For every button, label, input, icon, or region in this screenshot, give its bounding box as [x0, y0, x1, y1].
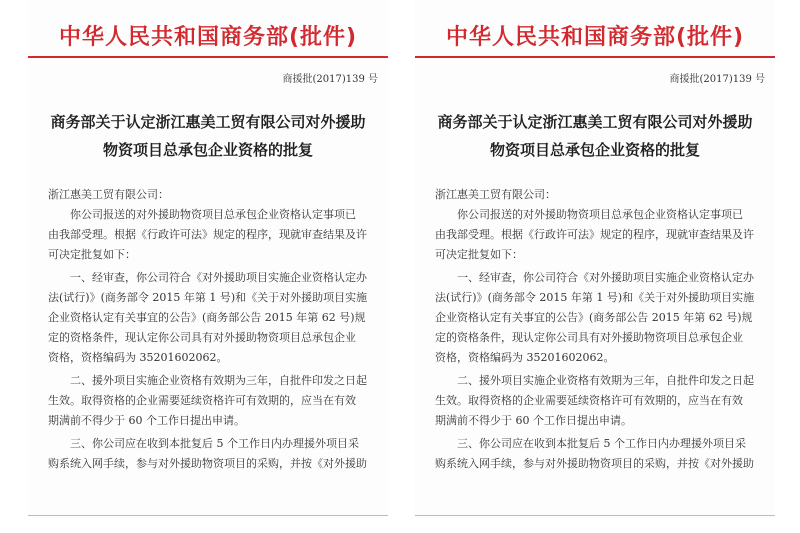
body-line: 二、援外项目实施企业资格有效期为三年，自批件印发之日起	[70, 374, 367, 387]
body-line: 生效。取得资格的企业需要延续资格许可有效期的，应当在有效	[435, 394, 743, 407]
bottom-rule	[415, 515, 775, 516]
body-line: 定的资格条件，现认定你公司具有对外援助物资项目总承包企业	[435, 331, 743, 344]
title-line: 物资项目总承包企业资格的批复	[489, 141, 700, 159]
document-page-left	[28, 0, 388, 518]
body-line: 由我部受理。根据《行政许可法》规定的程序，现就审查结果及许	[435, 228, 754, 241]
document-title	[28, 108, 388, 164]
addressee: 浙江惠美工贸有限公司：	[435, 188, 556, 201]
body-line: 可决定批复如下：	[48, 248, 136, 261]
body-line: 法(试行)》(商务部令 2015 年第 1 号)和《关于对外援助项目实施	[48, 291, 368, 304]
body-line: 期满前不得少于 60 个工作日提出申请。	[435, 414, 632, 427]
addressee: 浙江惠美工贸有限公司：	[48, 188, 169, 201]
body-line: 法(试行)》(商务部令 2015 年第 1 号)和《关于对外援助项目实施	[435, 291, 755, 304]
body-line: 由我部受理。根据《行政许可法》规定的程序，现就审查结果及许	[48, 228, 367, 241]
title-line: 商务部关于认定浙江惠美工贸有限公司对外援助	[50, 113, 366, 131]
header-red-rule	[28, 56, 388, 58]
body-line: 你公司报送的对外援助物资项目总承包企业资格认定事项已	[70, 208, 356, 221]
bottom-rule	[28, 515, 388, 516]
document-header: 中华人民共和国商务部(批件)	[445, 25, 745, 50]
body-line: 资格，资格编码为 35201602062。	[435, 351, 615, 364]
document-page-right	[415, 0, 775, 518]
body-line: 二、援外项目实施企业资格有效期为三年，自批件印发之日起	[457, 374, 754, 387]
body-line: 三、你公司应在收到本批复后 5 个工作日内办理援外项目采	[70, 437, 359, 450]
body-line: 购系统入网手续，参与对外援助物资项目的采购，并按《对外援助	[48, 457, 367, 470]
body-line: 一、经审查，你公司符合《对外援助项目实施企业资格认定办	[457, 271, 754, 284]
body-line: 定的资格条件，现认定你公司具有对外援助物资项目总承包企业	[48, 331, 356, 344]
document-header: 中华人民共和国商务部(批件)	[58, 25, 358, 50]
document-number: 商援批(2017)139 号	[669, 74, 765, 85]
body-line: 企业资格认定有关事宜的公告》(商务部公告 2015 年第 62 号)规	[48, 311, 366, 324]
title-line: 商务部关于认定浙江惠美工贸有限公司对外援助	[437, 113, 753, 131]
document-title	[415, 108, 775, 164]
body-line: 一、经审查，你公司符合《对外援助项目实施企业资格认定办	[70, 271, 367, 284]
body-line: 你公司报送的对外援助物资项目总承包企业资格认定事项已	[457, 208, 743, 221]
body-line: 购系统入网手续，参与对外援助物资项目的采购，并按《对外援助	[435, 457, 754, 470]
body-line: 资格，资格编码为 35201602062。	[48, 351, 228, 364]
document-body	[435, 185, 765, 474]
title-line: 物资项目总承包企业资格的批复	[102, 141, 313, 159]
body-line: 企业资格认定有关事宜的公告》(商务部公告 2015 年第 62 号)规	[435, 311, 753, 324]
body-line: 三、你公司应在收到本批复后 5 个工作日内办理援外项目采	[457, 437, 746, 450]
body-line: 可决定批复如下：	[435, 248, 523, 261]
document-body	[48, 185, 378, 474]
body-line: 生效。取得资格的企业需要延续资格许可有效期的，应当在有效	[48, 394, 356, 407]
document-number: 商援批(2017)139 号	[282, 74, 378, 85]
body-line: 期满前不得少于 60 个工作日提出申请。	[48, 414, 245, 427]
header-red-rule	[415, 56, 775, 58]
